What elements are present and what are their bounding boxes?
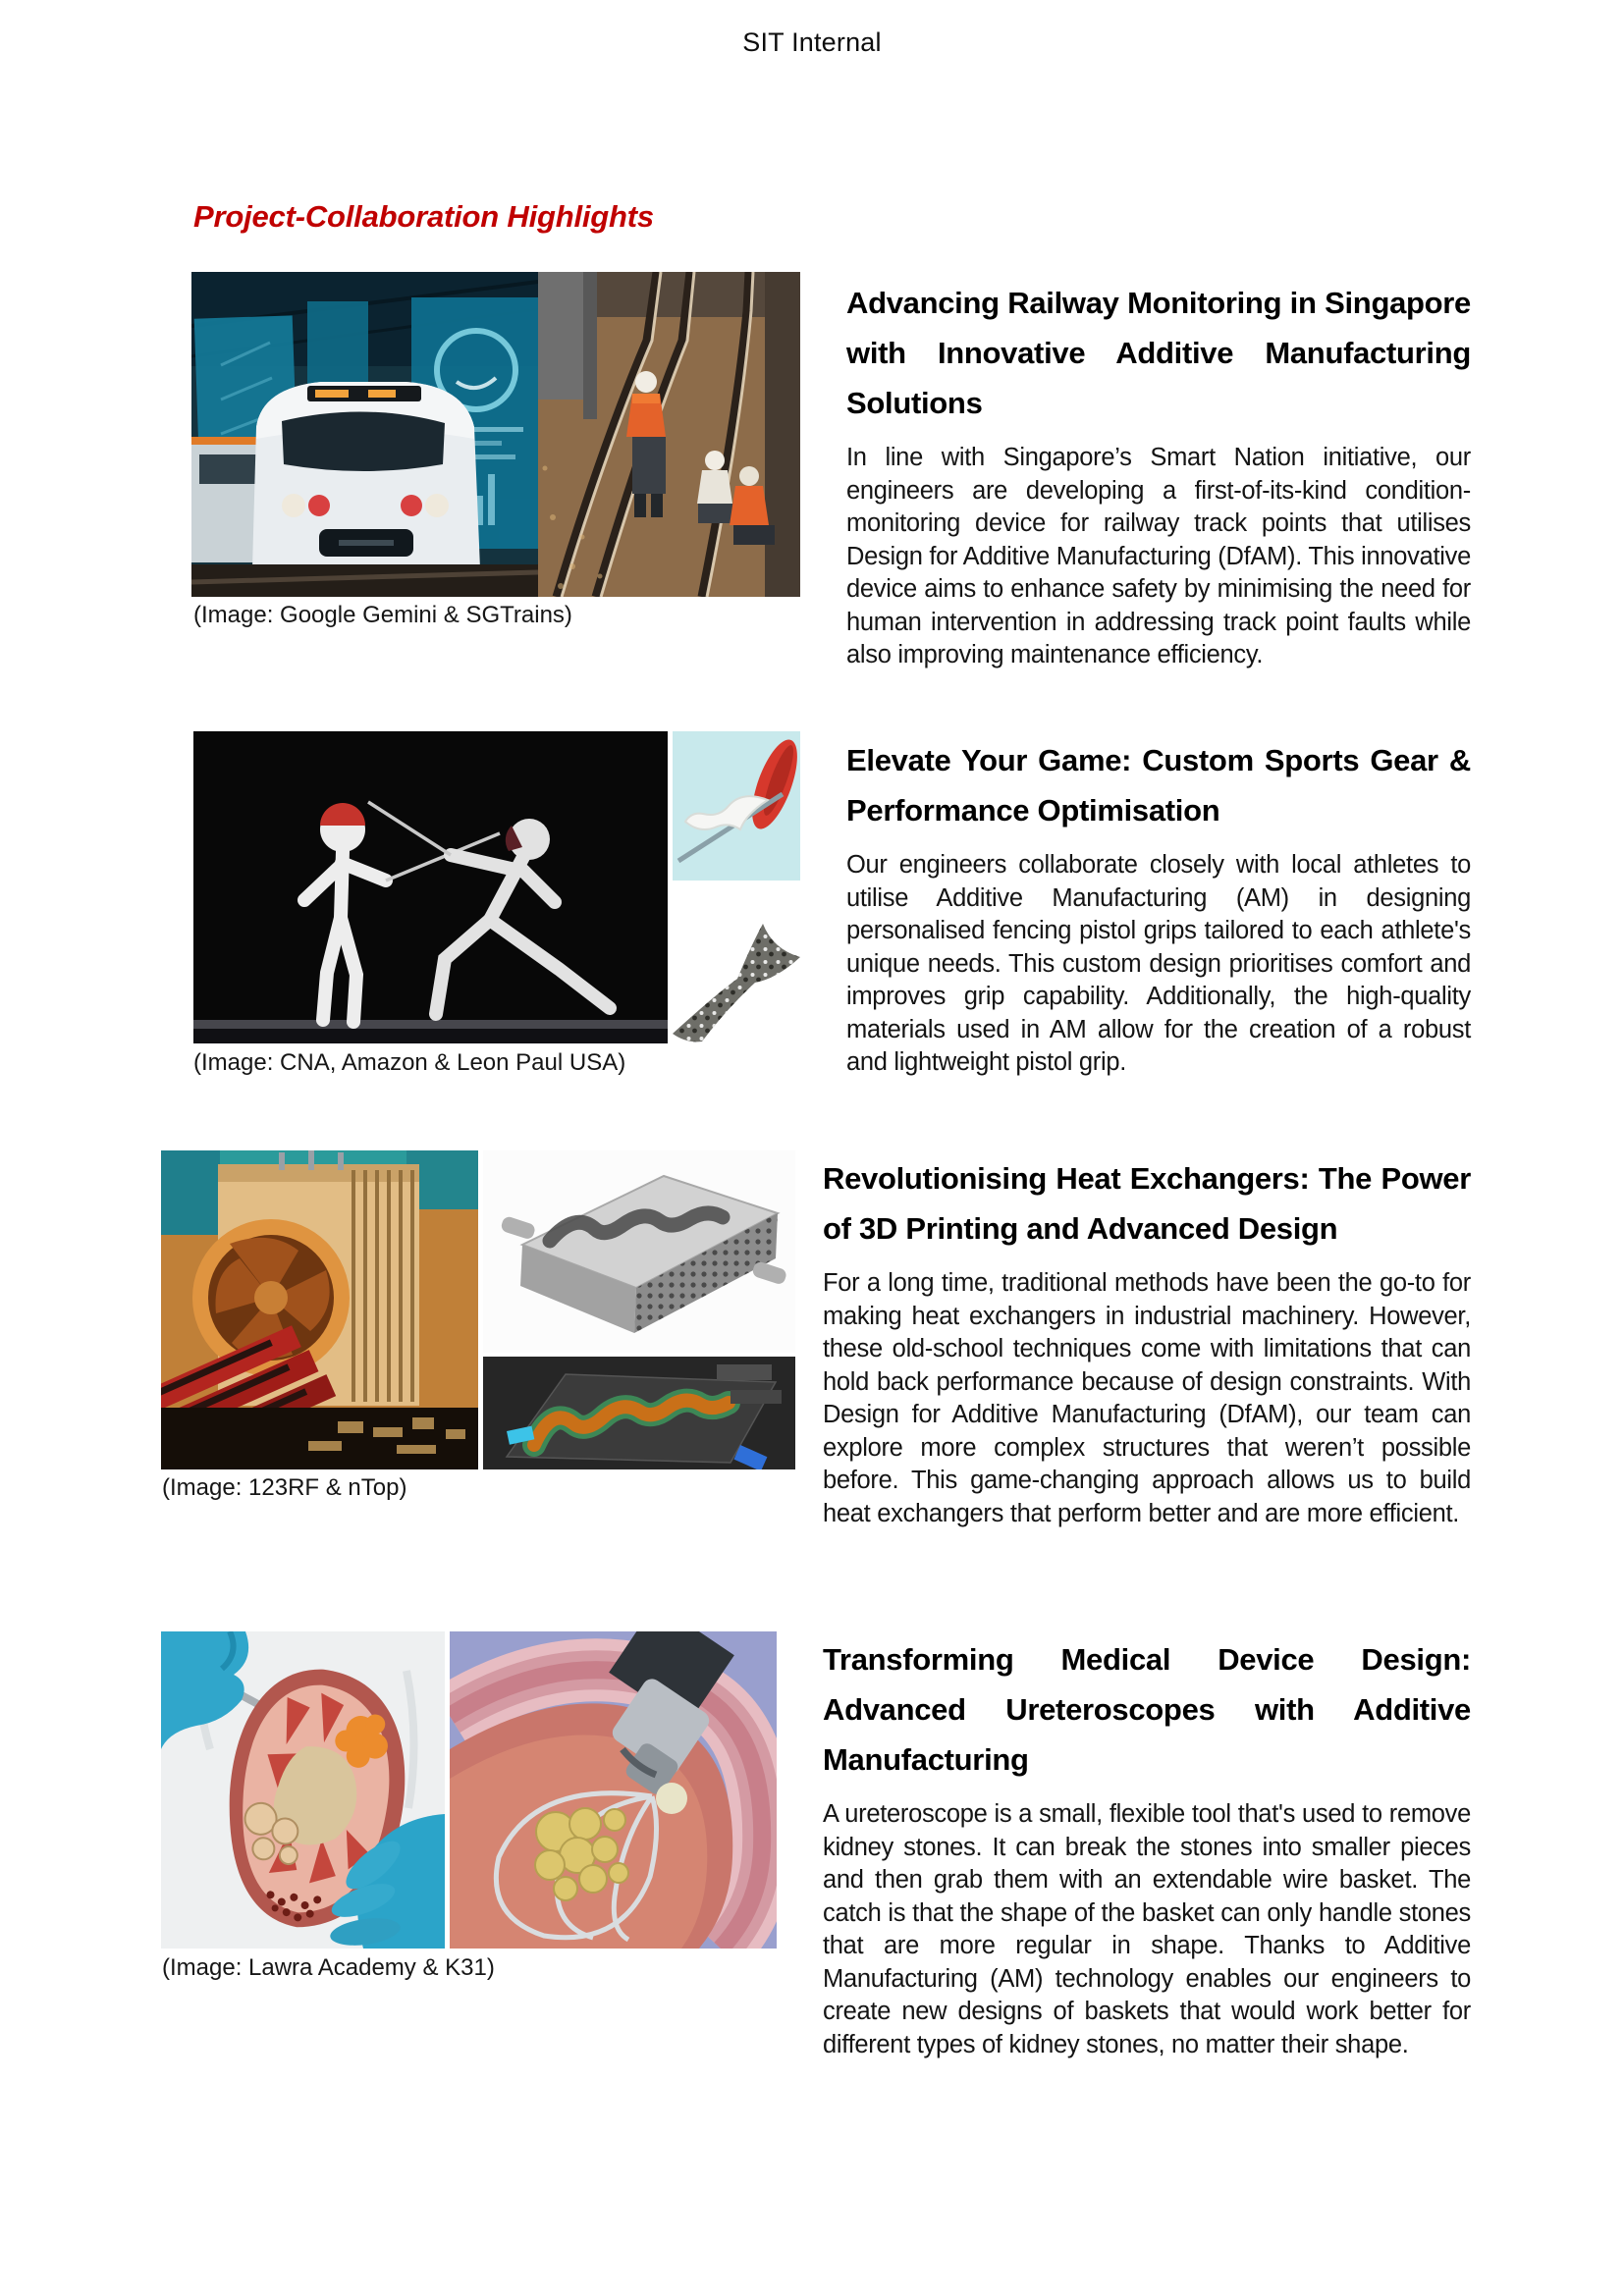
image-caption: (Image: Lawra Academy & K31) [162,1954,495,1981]
pistol-grip-panel [673,731,800,881]
train-panel [191,272,538,597]
section-text [846,278,1471,672]
section-body: Our engineers collaborate closely with local athletes to utilise Additive Manufacturing (AM) in designing personalised fencing pistol grips tailored to each athlete's unique needs. This custom design prioritises comfort and improves grip capability. Additionally, the high-quality materials used in AM allow for the creation of a robust and lightweight pistol grip. [846,851,1471,1076]
section-body: For a long time, traditional methods have been the go-to for making heat exchangers in industrial machinery. However, these old-school techniques come with limitations that can hold back performance because of design constraints. With Design for Additive Manufacturing (DfAM), our team can explore more complex structures that weren’t possible before. This game-changing approach allows us to build heat exchangers that perform better and are more efficient. [823,1269,1471,1527]
page-title: Project-Collaboration Highlights [193,199,654,234]
fencing-bout-panel [193,731,668,1043]
heat-exchanger-photo-graphic [161,1150,795,1469]
section-title: Transforming Medical Device Design: Advanced Ureteroscopes with Additive Manufacturing [823,1642,1471,1777]
fencing-photo-graphic [193,731,800,1043]
section-title: Advancing Railway Monitoring in Singapore with Innovative Additive Manufacturing Solutions [846,286,1471,420]
section-text [823,1153,1471,1530]
ureteroscope-illustration-panel [450,1631,777,1949]
image-caption: (Image: CNA, Amazon & Leon Paul USA) [193,1049,626,1076]
fencing-image [193,731,800,1043]
track-workers-panel [538,272,800,597]
section-text [846,735,1471,1080]
heat-exchanger-image [161,1150,795,1469]
section-text [823,1634,1471,2061]
medical-device-image [161,1631,777,1949]
confidentiality-header: SIT Internal [742,27,882,57]
image-caption: (Image: Google Gemini & SGTrains) [193,602,572,628]
heatsink-panel [161,1150,478,1469]
medical-photo-graphic [161,1631,777,1949]
lattice-grip-panel [673,894,800,1043]
section-body: In line with Singapore’s Smart Nation initiative, our engineers are developing a first-of-its-kind condition-monitoring device for railway track points that utilises Design for Additive Manufacturing (DfAM). This innovative device aims to enhance safety by minimising the need for human intervention in addressing track point faults while also improving maintenance efficiency. [846,444,1471,668]
railway-photo-graphic [191,272,800,597]
kidney-model-panel [161,1631,445,1949]
printed-exchanger-panel [483,1150,795,1353]
section-body: A ureteroscope is a small, flexible tool that's used to remove kidney stones. It can break the stones into smaller pieces and then grab them with an extendable wire basket. The catch is that the shape of the basket can only handle stones that are more regular in shape. Thanks to Additive Manufacturing (AM) technology enables our engineers to create new designs of baskets that would work better for different types of kidney stones, no matter their shape. [823,1800,1471,2058]
section-title: Elevate Your Game: Custom Sports Gear & Performance Optimisation [846,743,1471,828]
railway-image [191,272,800,597]
section-title: Revolutionising Heat Exchangers: The Power of 3D Printing and Advanced Design [823,1161,1471,1246]
image-caption: (Image: 123RF & nTop) [162,1474,407,1501]
thermal-simulation-panel [483,1357,795,1469]
